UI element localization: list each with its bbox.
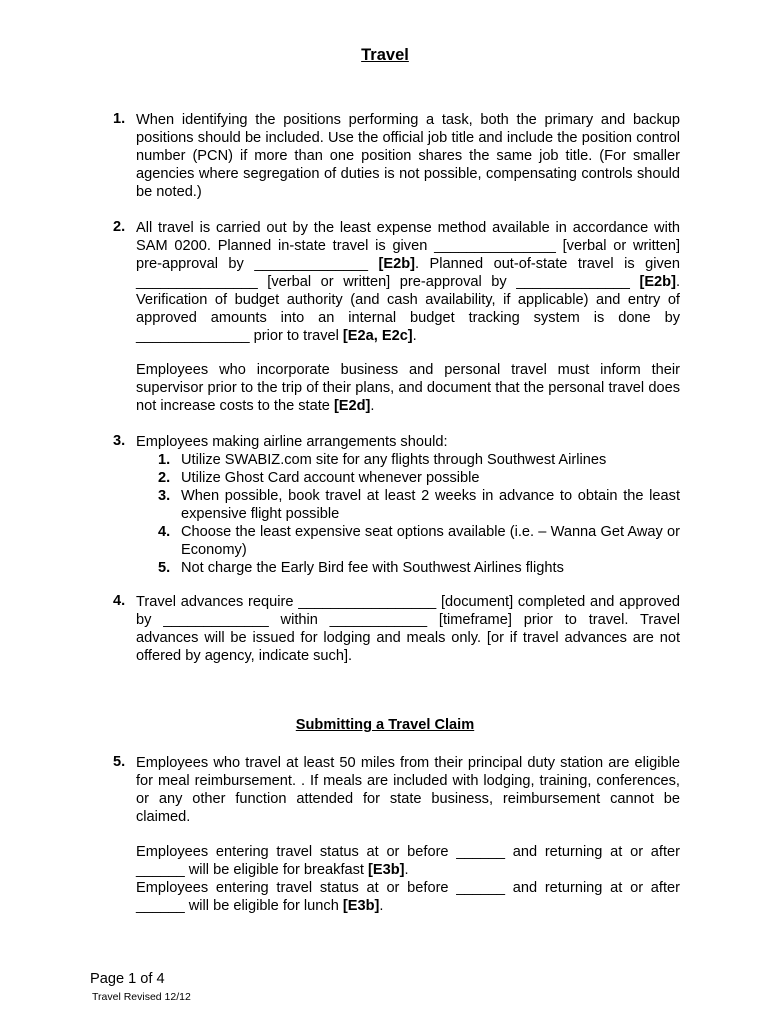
sub-list (158, 451, 680, 577)
control-ref: [E2b] (639, 274, 676, 290)
item-text: Employees making airline arrangements should: (136, 434, 448, 450)
sub-item-text: When possible, book travel at least 2 weeks in advance to obtain the least expensive flight possible (181, 488, 680, 522)
sub-list-item (158, 523, 680, 559)
item-text (136, 219, 680, 345)
list-item-4 (113, 593, 680, 665)
page-number: Page 1 of 4 (90, 971, 165, 987)
text-run: Employees who incorporate business and personal travel must inform their supervisor prior to the trip of their plans, and document that the personal travel does not increase costs to the state (136, 362, 680, 414)
item-text: Employees who travel at least 50 miles from their principal duty station are eligible for meal reimbursement. . If meals are included with lodging, training, conferences, or any other function attended for state business, reimbursement cannot be claimed. (136, 755, 680, 825)
item-number: 2. (113, 219, 126, 235)
text-run: . (370, 398, 375, 414)
sub-item-text: Not charge the Early Bird fee with Southwest Airlines flights (181, 560, 564, 576)
text-run: . (404, 862, 409, 878)
sub-list-item (158, 469, 680, 487)
sub-item-number: 4. (158, 524, 171, 540)
sub-item-text: Choose the least expensive seat options available (i.e. – Wanna Get Away or Economy) (181, 524, 680, 558)
list-item-3 (113, 433, 680, 577)
list-item-2 (113, 219, 680, 345)
item-number: 1. (113, 111, 126, 127)
control-ref: [E2d] (333, 398, 371, 414)
item-text (136, 843, 680, 879)
item-number: 5. (113, 754, 126, 770)
list-item-1 (113, 111, 680, 201)
text-run: . Planned out-of-state travel is given _______________ [verbal or written] pre-approval by ______________ (136, 256, 681, 290)
list-item-2-paragraph (113, 361, 680, 415)
text-run: . (412, 328, 417, 344)
text-run: . (379, 898, 384, 914)
control-ref: [E3b] (342, 898, 380, 914)
sub-item-text: Utilize Ghost Card account whenever possible (181, 470, 480, 486)
text-run: . Verification of budget authority (and cash availability, if applicable) and entry of approved amounts into an internal budget tracking system is done by ______________ prior to travel (136, 274, 680, 344)
list-item-5-lunch (113, 879, 680, 915)
control-ref: [E2b] (378, 256, 415, 272)
sub-item-number: 3. (158, 488, 171, 504)
item-text (136, 361, 680, 415)
sub-list-item (158, 451, 680, 469)
sub-list-item (158, 559, 680, 577)
item-text: Travel advances require _________________ [document] completed and approved by _____________ within ____________ [timeframe] prior to travel. Travel advances will be issued for lodging and meals only. [or if travel advances are not offered by agency, indicate such]. (136, 594, 680, 664)
control-ref: [E3b] (368, 862, 405, 878)
text-run: All travel is carried out by the least expense method available in accordance with SAM 0200. Planned in-state travel is given _______________ [verbal or written] pre-approval by ______________ (136, 220, 680, 272)
item-text (136, 879, 680, 915)
sub-item-number: 1. (158, 452, 171, 468)
item-number: 3. (113, 433, 126, 449)
control-ref: [E2a, E2c] (342, 328, 413, 344)
section-heading: Submitting a Travel Claim (295, 717, 475, 733)
text-run: Employees entering travel status at or before ______ and returning at or after ______ will be eligible for breakfast (136, 844, 680, 878)
item-number: 4. (113, 593, 126, 609)
sub-list-item (158, 487, 680, 523)
sub-item-text: Utilize SWABIZ.com site for any flights through Southwest Airlines (181, 452, 607, 468)
sub-item-number: 5. (158, 560, 171, 576)
list-item-5-breakfast (113, 843, 680, 879)
text-run: Employees entering travel status at or before ______ and returning at or after ______ will be eligible for lunch (136, 880, 680, 914)
revision-note: Travel Revised 12/12 (92, 991, 191, 1003)
item-text: When identifying the positions performing a task, both the primary and backup positions should be included. Use the official job title and include the position control number (PCN) if more than one position shares the same job title. (For smaller agencies where segregation of duties is not possible, compensating controls should be noted.) (136, 112, 680, 200)
document-title: Travel (361, 46, 409, 64)
sub-item-number: 2. (158, 470, 171, 486)
list-item-5 (113, 754, 680, 826)
